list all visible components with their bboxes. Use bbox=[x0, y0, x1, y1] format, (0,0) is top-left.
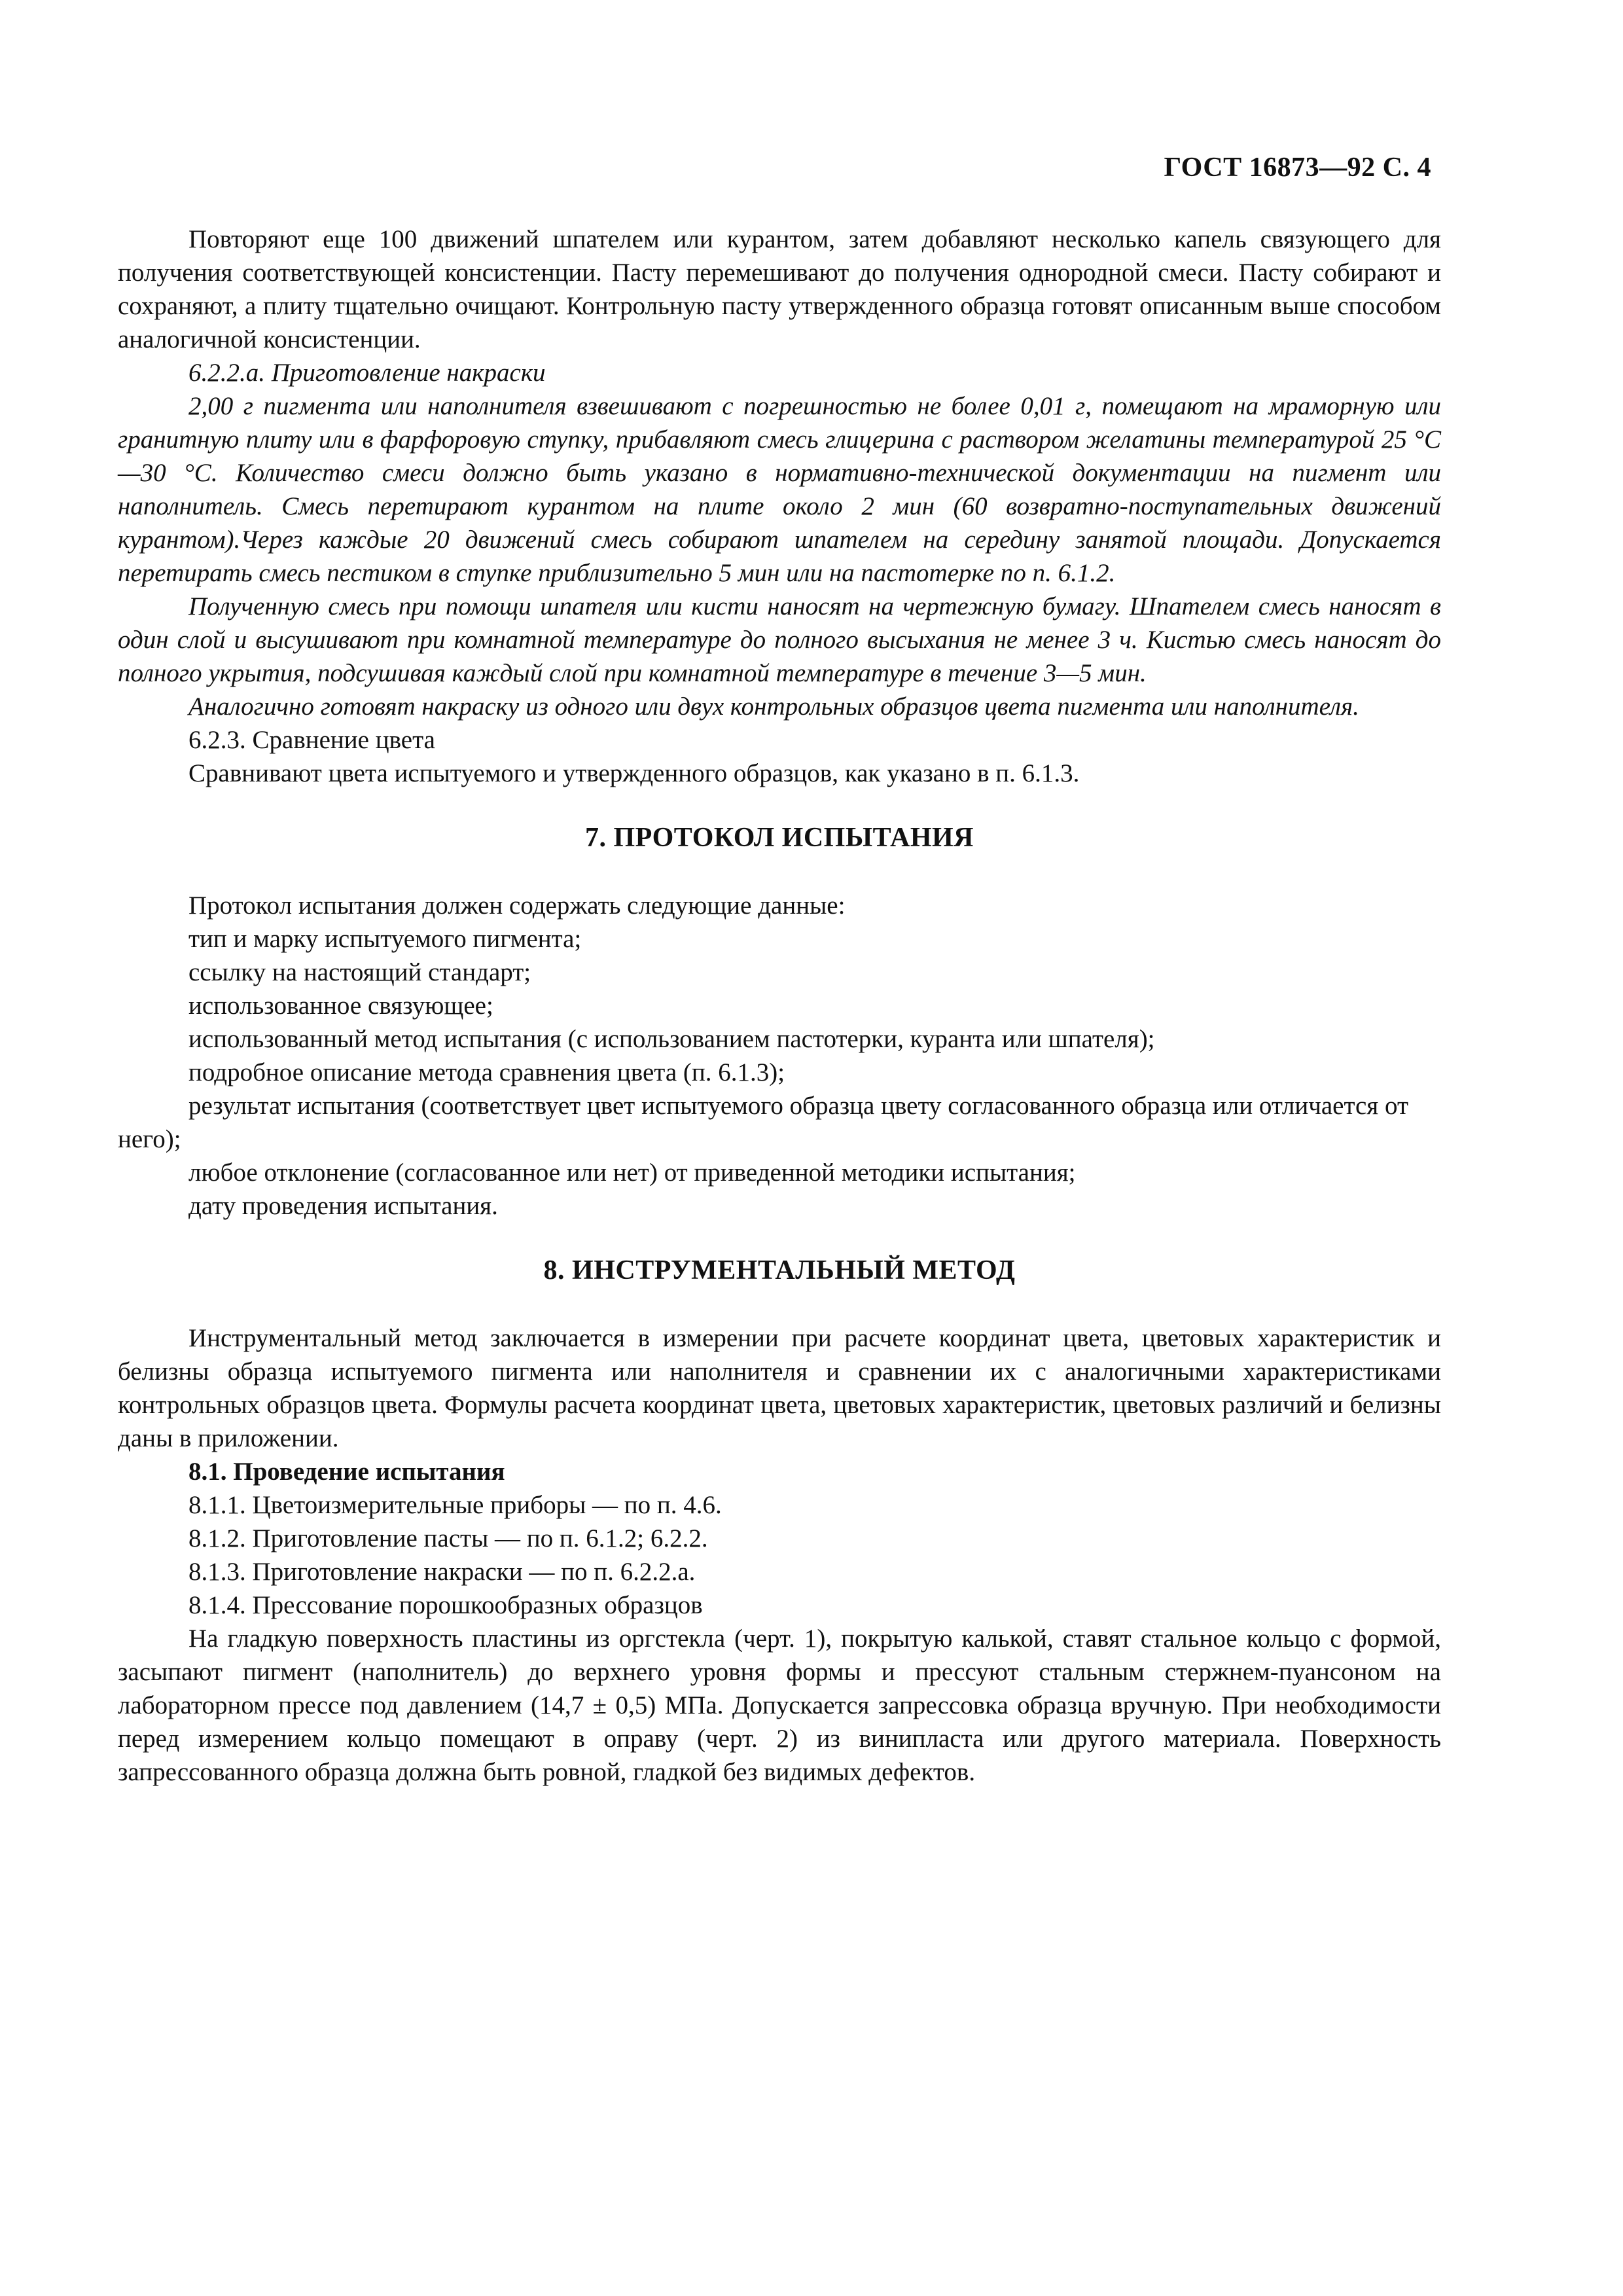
intro-paragraph: Повторяют еще 100 движений шпателем или курантом, затем добавляют несколько капель связующего для получения соответствующей консистенции. Пасту перемешивают до получения однородной смеси. Пасту собирают и сохраняют, а плиту тщательно очищают. Контрольную пасту утвержденного образца готовят описанным выше способом аналогичной консистенции. bbox=[118, 225, 1441, 353]
section-8-intro: Инструментальный метод заключается в измерении при расчете координат цвета, цветовых характеристик и белизны образца испытуемого пигмента или наполнителя и сравнении их с аналогичными характеристиками контрольных образцов цвета. Формулы расчета координат цвета, цветовых характеристик, цветовых различий и белизны даны в приложении. bbox=[118, 1324, 1441, 1452]
protocol-item-8: дату проведения испытания. bbox=[188, 1192, 498, 1220]
protocol-item-1: тип и марку испытуемого пигмента; bbox=[188, 925, 582, 953]
clause-6-2-3-heading: 6.2.3. Сравнение цвета bbox=[188, 726, 435, 754]
protocol-item-3: использованное связующее; bbox=[188, 992, 493, 1020]
clause-8-1-heading: 8.1. Проведение испытания bbox=[188, 1458, 505, 1486]
protocol-item-6: результат испытания (соответствует цвет испытуемого образца цвету согласованного образца или отличается от него); bbox=[118, 1092, 1409, 1153]
protocol-item-2: ссылку на настоящий стандарт; bbox=[188, 958, 531, 986]
section-7-intro: Протокол испытания должен содержать следующие данные: bbox=[188, 891, 846, 920]
document-body bbox=[118, 223, 1441, 1789]
protocol-item-5: подробное описание метода сравнения цвета (п. 6.1.3); bbox=[188, 1058, 785, 1086]
protocol-item-4: использованный метод испытания (с использованием пастотерки, куранта или шпателя); bbox=[188, 1025, 1155, 1053]
clause-8-1-1: 8.1.1. Цветоизмерительные приборы — по п. 4.6. bbox=[188, 1491, 722, 1519]
protocol-item-7: любое отклонение (согласованное или нет) от приведенной методики испытания; bbox=[188, 1158, 1076, 1187]
clause-8-1-2: 8.1.2. Приготовление пасты — по п. 6.1.2; 6.2.2. bbox=[188, 1524, 708, 1552]
clause-8-1-4-text: На гладкую поверхность пластины из оргстекла (черт. 1), покрытую калькой, ставят стальное кольцо с формой, засыпают пигмент (наполнитель) до верхнего уровня формы и прессуют стальным стержнем-пуансоном на лабораторном прессе под давлением (14,7 ± 0,5) МПа. Допускается запрессовка образца вручную. При необходимости перед измерением кольцо помещают в оправу (черт. 2) из винипласта или другого материала. Поверхность запрессованного образца должна быть ровной, гладкой без видимых дефектов. bbox=[118, 1624, 1441, 1786]
clause-6-2-2a-paragraph-2: Полученную смесь при помощи шпателя или кисти наносят на чертежную бумагу. Шпателем смесь наносят в один слой и высушивают при комнатной температуре до полного высыхания не менее 3 ч. Кистью смесь наносят до полного укрытия, подсушивая каждый слой при комнатной температуре в течение 3—5 мин. bbox=[118, 592, 1441, 687]
section-7-title: 7. ПРОТОКОЛ ИСПЫТАНИЯ bbox=[585, 823, 974, 853]
clause-8-1-4: 8.1.4. Прессование порошкообразных образцов bbox=[188, 1591, 703, 1619]
clause-6-2-2a-paragraph-1: 2,00 г пигмента или наполнителя взвешивают с погрешностью не более 0,01 г, помещают на мраморную или гранитную плиту или в фарфоровую ступку, прибавляют смесь глицерина с раствором желатины температурой 25 °С—30 °С. Количество смеси должно быть указано в нормативно-технической документации на пигмент или наполнитель. Смесь перетирают курантом на плите около 2 мин (60 возвратно-поступательных движений курантом).Через каждые 20 движений смесь собирают шпателем на середину занятой площади. Допускается перетирать смесь пестиком в ступке приблизительно 5 мин или на пастотерке по п. 6.1.2. bbox=[118, 392, 1441, 587]
clause-6-2-2a-heading: 6.2.2.а. Приготовление накраски bbox=[188, 359, 546, 387]
clause-6-2-3-text: Сравнивают цвета испытуемого и утвержденного образцов, как указано в п. 6.1.3. bbox=[188, 759, 1080, 787]
section-8-title: 8. ИНСТРУМЕНТАЛЬНЫЙ МЕТОД bbox=[543, 1255, 1016, 1285]
clause-6-2-2a-paragraph-3: Аналогично готовят накраску из одного или двух контрольных образцов цвета пигмента или наполнителя. bbox=[188, 692, 1359, 721]
clause-8-1-3: 8.1.3. Приготовление накраски — по п. 6.2.2.а. bbox=[188, 1558, 696, 1586]
page-header: ГОСТ 16873—92 С. 4 bbox=[1164, 152, 1431, 183]
